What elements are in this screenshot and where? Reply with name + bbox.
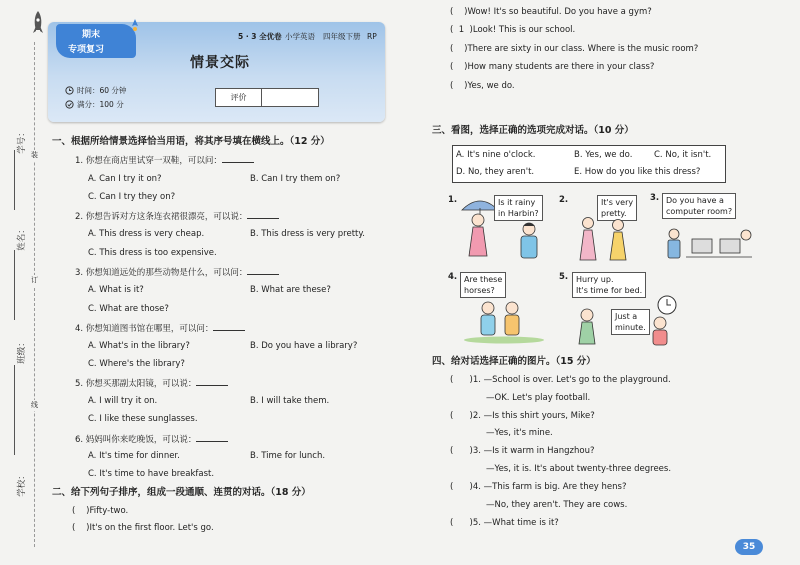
- picture-number: 5.: [559, 272, 569, 282]
- rocket-badge-icon: [128, 18, 142, 32]
- section4-heading: 四、给对话选择正确的图片。（15 分）: [432, 356, 596, 367]
- dialog-question: ( )5. —What time is it?: [450, 518, 559, 528]
- order-item: ( 1 )Look! This is our school.: [450, 25, 576, 35]
- q6-option-b: B. Time for lunch.: [250, 451, 326, 461]
- q3-option-a: A. What is it?: [88, 285, 144, 295]
- subject: 小学英语: [285, 32, 315, 41]
- order-item: ( )Fifty-two.: [72, 506, 129, 516]
- full-score: 满分：100 分: [77, 100, 124, 109]
- page-title: 情景交际: [190, 55, 250, 71]
- mother-illustration: [574, 308, 600, 346]
- speech-bubble-1: Is it rainy in Harbin?: [494, 195, 543, 221]
- q4-option-b: B. Do you have a library?: [250, 341, 358, 351]
- spine-class: 班级：: [16, 338, 27, 364]
- dialog-answer: —No, they aren't. They are cows.: [486, 500, 628, 510]
- spine-school: 学校：: [16, 471, 27, 497]
- answer-blank[interactable]: [196, 377, 228, 386]
- q3-stem: 3. 你想知道远处的那些动物是什么，可以问：: [75, 266, 279, 279]
- edition: RP: [367, 32, 377, 41]
- option-c: C. No, it isn't.: [654, 150, 712, 160]
- dialog-answer: —OK. Let's play football.: [486, 393, 591, 403]
- answer-blank[interactable]: [247, 210, 279, 219]
- q2-option-a: A. This dress is very cheap.: [88, 229, 205, 239]
- q2-option-c: C. This dress is too expensive.: [88, 248, 217, 258]
- q3-option-c: C. What are those?: [88, 304, 169, 314]
- dialog-question: ( )4. —This farm is big. Are they hens?: [450, 482, 627, 492]
- q5-stem: 5. 你想买那副太阳镜，可以说：: [75, 377, 228, 390]
- q3-option-b: B. What are these?: [250, 285, 331, 295]
- spine-name: 姓名：: [16, 225, 27, 251]
- picture-number: 4.: [448, 272, 458, 282]
- q6-option-c: C. It's time to have breakfast.: [88, 469, 215, 479]
- option-e: E. How do you like this dress?: [574, 167, 701, 177]
- cut-mark-ding: 订: [31, 276, 38, 284]
- option-a: A. It's nine o'clock.: [456, 150, 536, 160]
- order-item: ( )It's on the first floor. Let's go.: [72, 523, 214, 533]
- q5-option-b: B. I will take them.: [250, 396, 330, 406]
- q5-option-a: A. I will try it on.: [88, 396, 158, 406]
- rating-label: 评价: [216, 89, 262, 106]
- dialog-question: ( )2. —Is this shirt yours, Mike?: [450, 411, 595, 421]
- cut-mark-xian: 线: [31, 401, 38, 409]
- boy-illustration: [515, 222, 543, 260]
- answer-blank[interactable]: [247, 266, 279, 275]
- order-item: ( )There are sixty in our class. Where is the music room?: [450, 44, 699, 54]
- section2-heading: 二、给下列句子排序，组成一段通顺、连贯的对话。（18 分）: [52, 487, 311, 498]
- option-d: D. No, they aren't.: [456, 167, 535, 177]
- option-b: B. Yes, we do.: [574, 150, 633, 160]
- check-circle-icon: [65, 100, 74, 109]
- dialog-answer: —Yes, it's mine.: [486, 428, 553, 438]
- farm-kids-illustration: [458, 300, 548, 344]
- rating-box: [215, 88, 319, 107]
- speech-bubble-3: Do you have a computer room?: [662, 193, 736, 219]
- q1-option-b: B. Can I try them on?: [250, 174, 341, 184]
- speech-bubble-2: It's very pretty.: [597, 195, 637, 221]
- clock-icon: [65, 86, 74, 95]
- q5-option-c: C. I like these sunglasses.: [88, 414, 198, 424]
- speech-bubble-4: Are these horses?: [460, 272, 506, 298]
- section3-heading: 三、看图，选择正确的选项完成对话。（10 分）: [432, 125, 634, 136]
- time-limit: 时间：60 分钟: [77, 86, 127, 95]
- q1-option-a: A. Can I try it on?: [88, 174, 162, 184]
- q4-option-c: C. Where's the library?: [88, 359, 185, 369]
- computer-room-illustration: [664, 225, 754, 265]
- dialog-question: ( )3. —Is it warm in Hangzhou?: [450, 446, 595, 456]
- tag-line2: 专项复习: [68, 45, 105, 55]
- grade: 四年级下册: [323, 32, 361, 41]
- cut-mark-zhuang: 装: [31, 151, 38, 159]
- order-item: ( )How many students are there in your class?: [450, 62, 655, 72]
- picture-number: 3.: [650, 193, 660, 203]
- section1-heading: 一、根据所给情景选择恰当用语，将其序号填在横线上。（12 分）: [52, 136, 330, 147]
- series-name: 5 · 3 全优卷: [238, 32, 282, 41]
- answer-blank[interactable]: [213, 322, 245, 331]
- review-tag: [56, 24, 136, 58]
- spine-student-id: 学号：: [16, 128, 27, 154]
- two-girls-illustration: [574, 216, 636, 262]
- answer-blank[interactable]: [222, 154, 254, 163]
- q1-stem: 1. 你想在商店里试穿一双鞋，可以问：: [75, 154, 254, 167]
- tag-line1: 期末: [82, 30, 101, 40]
- picture-number: 2.: [559, 195, 569, 205]
- speech-bubble-5: Hurry up. It's time for bed.: [572, 272, 646, 298]
- answer-blank[interactable]: [196, 433, 228, 442]
- dialog-answer: —Yes, it is. It's about twenty-three degrees.: [486, 464, 672, 474]
- page-number: 35: [735, 539, 763, 555]
- q2-stem: 2. 你想告诉对方这条连衣裙很漂亮，可以说：: [75, 210, 279, 223]
- dialog-question: ( )1. —School is over. Let's go to the playground.: [450, 375, 671, 385]
- q6-stem: 6. 妈妈叫你来吃晚饭，可以说：: [75, 433, 228, 446]
- picture-number: 1.: [448, 195, 458, 205]
- order-item: ( )Wow! It's so beautiful. Do you have a gym?: [450, 7, 652, 17]
- q4-option-a: A. What's in the library?: [88, 341, 190, 351]
- rocket-icon: [30, 10, 46, 40]
- cut-line: [34, 42, 36, 547]
- speech-bubble-6: Just a minute.: [611, 309, 650, 335]
- order-item: ( )Yes, we do.: [450, 81, 515, 91]
- q2-option-b: B. This dress is very pretty.: [250, 229, 365, 239]
- child-illustration: [648, 316, 672, 346]
- q4-stem: 4. 你想知道图书馆在哪里，可以问：: [75, 322, 245, 335]
- q6-option-a: A. It's time for dinner.: [88, 451, 180, 461]
- order-number[interactable]: 1: [458, 25, 465, 35]
- clock-illustration: [656, 294, 678, 316]
- q1-option-c: C. Can I try they on?: [88, 192, 176, 202]
